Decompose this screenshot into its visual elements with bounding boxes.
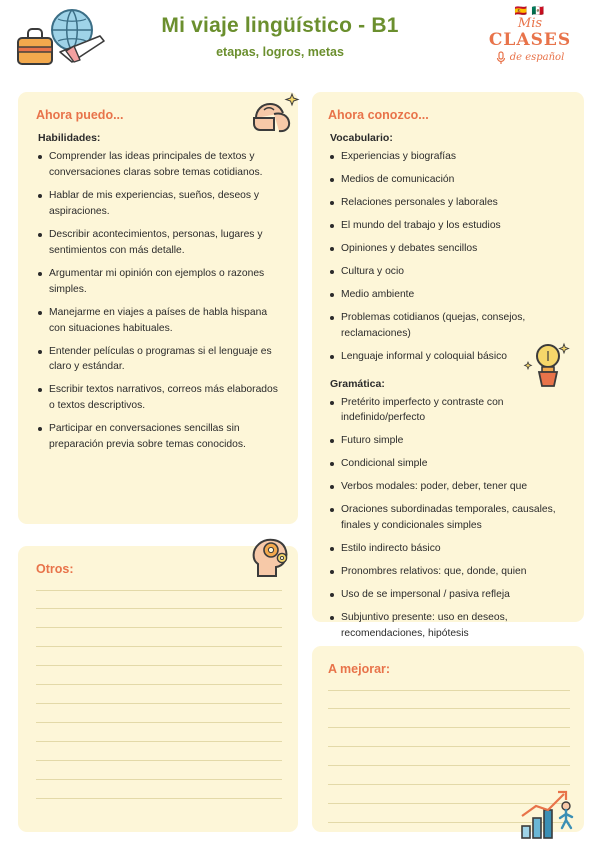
card-ahora-puedo-title: Ahora puedo... [36,108,124,122]
list-item: Lenguaje informal y coloquial básico [328,349,570,365]
page-subtitle: etapas, logros, metas [216,45,344,60]
list-item: Pronombres relativos: que, donde, quien [328,564,570,580]
page-header [0,0,600,86]
list-item: Estilo indirecto básico [328,541,570,557]
list-item: Hablar de mis experiencias, sueños, deseos y aspiraciones. [36,188,282,220]
travel-illustration [14,6,110,80]
list-item: Medios de comunicación [328,172,570,188]
card-ahora-puedo [18,92,298,524]
habilidades-list [36,149,282,453]
writing-line[interactable] [328,747,570,766]
card-otros-title: Otros: [36,562,74,576]
list-item: El mundo del trabajo y los estudios [328,218,570,234]
gramatica-list [328,395,570,642]
list-item: Pretérito imperfecto y contraste con indefinido/perfecto [328,395,570,427]
gramatica-label: Gramática: [330,377,385,390]
list-item: Verbos modales: poder, deber, tener que [328,479,570,495]
list-item: Relaciones personales y laborales [328,195,570,211]
writing-line[interactable] [36,666,282,685]
writing-line[interactable] [36,609,282,628]
list-item: Futuro simple [328,433,570,449]
habilidades-label: Habilidades: [38,132,101,144]
writing-line[interactable] [36,685,282,704]
list-item: Medio ambiente [328,287,570,303]
writing-line[interactable] [36,704,282,723]
list-item: Subjuntivo presente: uso en deseos, recomendaciones, hipótesis [328,610,570,642]
writing-line[interactable] [36,742,282,761]
writing-line[interactable] [36,761,282,780]
writing-line[interactable] [36,647,282,666]
card-ahora-conozco-title: Ahora conozco... [328,108,429,122]
writing-line[interactable] [36,723,282,742]
card-a-mejorar-title: A mejorar: [328,662,391,676]
lightbulb-idea-icon [520,338,574,392]
list-item: Comprender las ideas principales de textos y conversaciones claras sobre temas cotidianos. [36,149,282,181]
page-title: Mi viaje lingüístico - B1 [161,14,399,37]
writing-line[interactable] [328,728,570,747]
vocabulario-label: Vocabulario: [330,132,393,144]
title-block [110,14,450,59]
writing-line[interactable] [36,780,282,799]
suitcase-icon [18,29,52,64]
card-otros [18,546,298,832]
otros-writing-lines[interactable] [36,590,282,799]
list-item: Problemas cotidianos (quejas, consejos, reclamaciones) [328,310,570,342]
flags-icon: 🇪🇸 🇲🇽 [514,6,546,17]
list-item: Argumentar mi opinión con ejemplos o razones simples. [36,266,282,298]
list-item: Entender películas o programas si el lenguaje es claro y estándar. [36,344,282,376]
globe-icon [14,6,110,80]
list-item: Manejarme en viajes a países de habla hispana con situaciones habituales. [36,305,282,337]
brand-clases: CLASES [488,30,572,51]
list-item: Escribir textos narrativos, correos más elaborados o textos descriptivos. [36,382,282,414]
list-item: Experiencias y biografías [328,149,570,165]
brand-mis: Mis [517,16,543,31]
list-item: Participar en conversaciones sencillas sin preparación previa sobre temas conocidos. [36,421,282,453]
vocabulario-list [328,149,570,365]
writing-line[interactable] [328,690,570,709]
brand-de-espanol: de español [509,52,565,64]
growth-chart-icon [516,786,584,842]
list-item: Condicional simple [328,456,570,472]
list-item: Opiniones y debates sencillos [328,241,570,257]
microphone-icon [496,51,506,65]
list-item: Describir acontecimientos, personas, lugares y sentimientos con más detalle. [36,227,282,259]
head-with-gears-icon [246,532,296,580]
flexed-arm-icon [248,88,300,136]
writing-line[interactable] [328,766,570,785]
list-item: Uso de se impersonal / pasiva refleja [328,587,570,603]
writing-line[interactable] [328,709,570,728]
list-item: Oraciones subordinadas temporales, causales, finales y condicionales simples [328,502,570,534]
writing-line[interactable] [36,590,282,609]
list-item: Cultura y ocio [328,264,570,280]
brand-logo [470,6,590,80]
writing-line[interactable] [36,628,282,647]
